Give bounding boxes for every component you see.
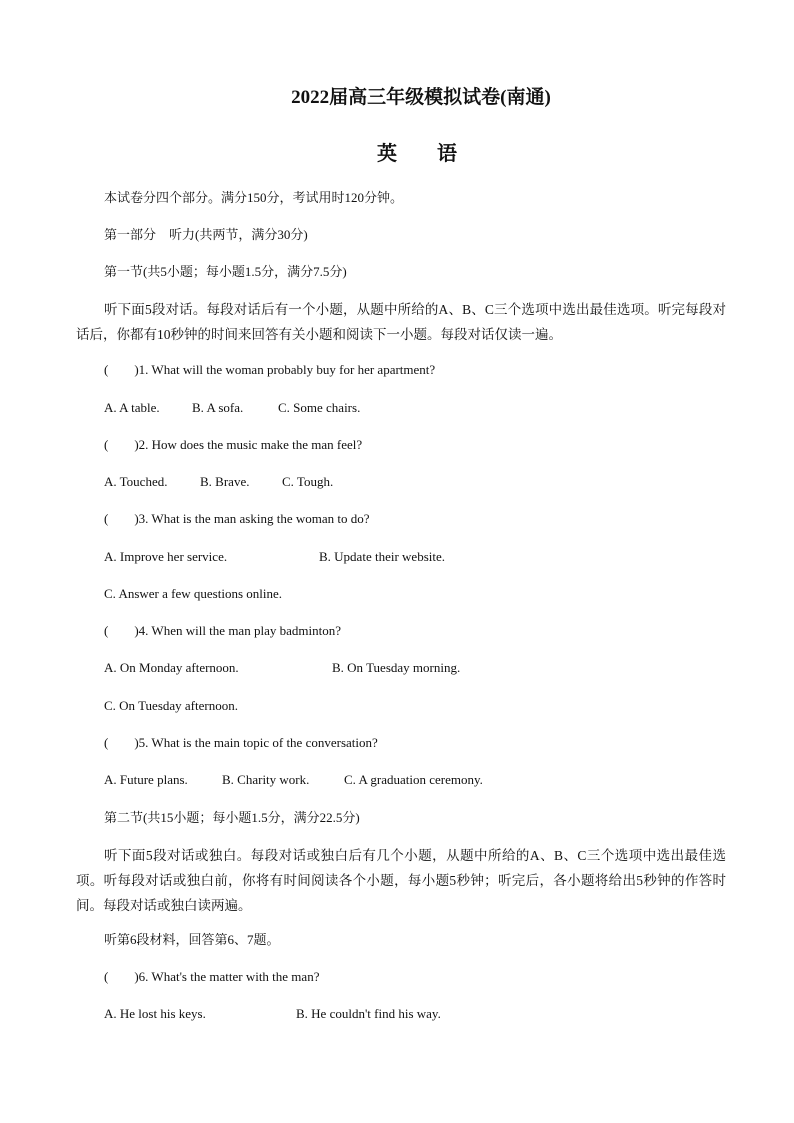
question-4-stem: ( )4. When will the man play badminton? xyxy=(104,623,341,638)
question-3-option-a[interactable]: A. Improve her service. xyxy=(104,549,228,564)
subject-title: 英语 xyxy=(377,143,497,165)
question-6-stem: ( )6. What's the matter with the man? xyxy=(104,969,320,984)
exam-title: 2022届高三年级模拟试卷(南通) xyxy=(291,87,551,108)
question-4-option-a[interactable]: A. On Monday afternoon. xyxy=(104,660,239,675)
question-2-option-a[interactable]: A. Touched. xyxy=(104,474,168,489)
question-4-option-c[interactable]: C. On Tuesday afternoon. xyxy=(104,698,238,713)
question-2-option-b[interactable]: B. Brave. xyxy=(200,474,250,489)
question-6-option-a[interactable]: A. He lost his keys. xyxy=(104,1006,206,1021)
material-6-heading: 听第6段材料，回答第6、7题。 xyxy=(104,932,280,947)
question-3-option-b[interactable]: B. Update their website. xyxy=(319,549,445,564)
question-2-option-c[interactable]: C. Tough. xyxy=(282,474,334,489)
question-1-option-c[interactable]: C. Some chairs. xyxy=(278,400,361,415)
question-3-option-c[interactable]: C. Answer a few questions online. xyxy=(104,586,283,601)
question-5-option-c[interactable]: C. A graduation ceremony. xyxy=(344,772,483,787)
question-2-stem: ( )2. How does the music make the man feel? xyxy=(104,437,363,452)
question-3-stem: ( )3. What is the man asking the woman to do? xyxy=(104,511,370,526)
section2-heading: 第二节(共15小题；每小题1.5分，满分22.5分) xyxy=(104,810,360,825)
question-5-option-b[interactable]: B. Charity work. xyxy=(222,772,310,787)
section1-heading: 第一节(共5小题；每小题1.5分，满分7.5分) xyxy=(104,264,347,279)
question-1-stem: ( )1. What will the woman probably buy for her apartment? xyxy=(104,362,436,377)
section1-instructions: 听下面5段对话。每段对话后有一个小题，从题中所给的A、B、C三个选项中选出最佳选项。听完每段对话后，你都有10秒钟的时间来回答有关小题和阅读下一小题。每段对话仅读一遍。 xyxy=(76,302,726,342)
exam-intro: 本试卷分四个部分。满分150分，考试用时120分钟。 xyxy=(104,190,404,205)
question-5-stem: ( )5. What is the main topic of the conversation? xyxy=(104,735,378,750)
section2-instructions: 听下面5段对话或独白。每段对话或独白后有几个小题，从题中所给的A、B、C三个选项中选出最佳选项。听每段对话或独白前，你将有时间阅读各个小题，每小题5秒钟；听完后，各小题将给出5秒钟的作答时间。每段对话或独白读两遍。 xyxy=(76,848,726,913)
question-1-option-b[interactable]: B. A sofa. xyxy=(192,400,244,415)
question-1-option-a[interactable]: A. A table. xyxy=(104,400,160,415)
question-5-option-a[interactable]: A. Future plans. xyxy=(104,772,188,787)
question-6-option-b[interactable]: B. He couldn't find his way. xyxy=(296,1006,441,1021)
question-4-option-b[interactable]: B. On Tuesday morning. xyxy=(332,660,461,675)
part1-heading: 第一部分 听力(共两节，满分30分) xyxy=(104,227,308,242)
